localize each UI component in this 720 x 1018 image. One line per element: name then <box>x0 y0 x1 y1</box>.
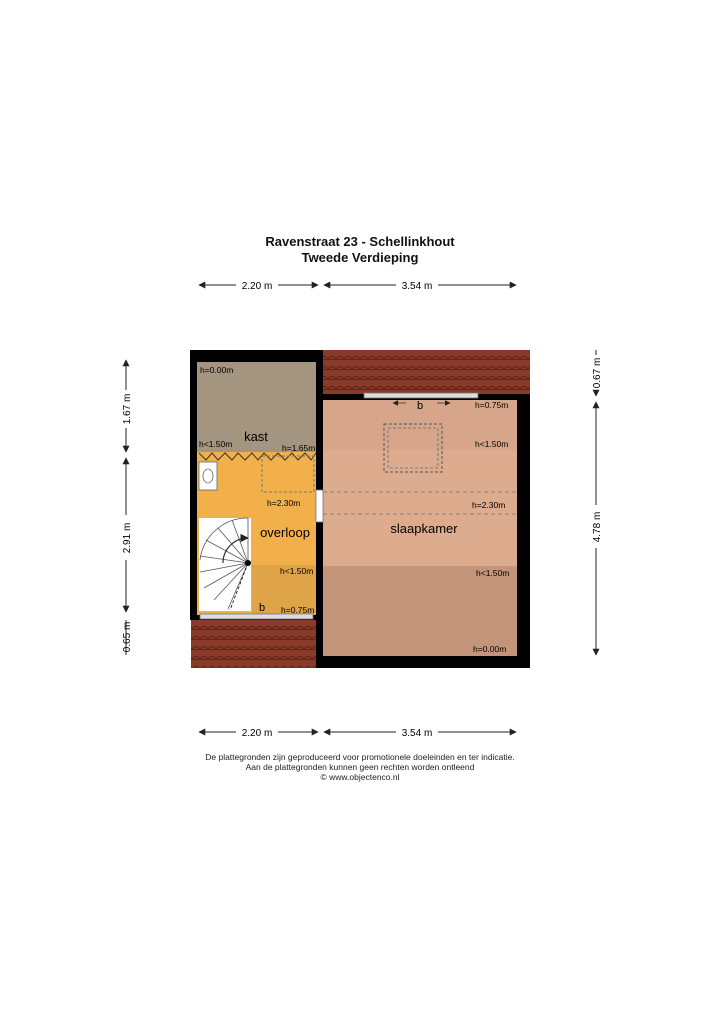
dim-top-left: 2.20 m <box>241 281 273 292</box>
dimension-right <box>592 350 603 655</box>
dimension-bottom <box>199 728 516 739</box>
roof-bottom <box>191 620 317 668</box>
height-slaap-top: h=0.75m <box>475 400 509 410</box>
footer-line-2: Aan de plattegronden kunnen geen rechten worden ontleend <box>245 762 475 772</box>
toilet-icon <box>199 462 217 490</box>
footer-line-3: © www.objectenco.nl <box>320 772 400 782</box>
height-kast-lt: h<1.50m <box>199 439 233 449</box>
svg-text:b: b <box>416 400 424 412</box>
dimension-left <box>122 360 133 655</box>
dim-left-3: 0.65 m <box>122 621 133 653</box>
roof-top <box>322 350 530 394</box>
label-kast: kast <box>244 429 268 444</box>
height-overloop-b: h=0.75m <box>281 605 315 615</box>
height-kast-mid: h=1.65m <box>282 443 316 453</box>
height-slaap-lt-bottom: h<1.50m <box>476 568 510 578</box>
staircase <box>199 518 251 611</box>
footer-line-1: De plattegronden zijn geproduceerd voor promotionele doeleinden en ter indicatie. <box>205 752 515 762</box>
marker-b-bottom: b <box>258 602 266 614</box>
height-kast-top: h=0.00m <box>200 365 234 375</box>
height-overloop: h=2.30m <box>267 498 301 508</box>
door-opening <box>316 490 323 522</box>
dimension-top <box>199 281 516 292</box>
dim-bottom-left: 2.20 m <box>241 728 273 739</box>
dim-left-1: 1.67 m <box>122 393 133 425</box>
dim-right-2: 4.78 m <box>592 511 603 543</box>
slaap-band-bottom <box>323 566 517 656</box>
window-top <box>364 393 478 398</box>
dim-bottom-right: 3.54 m <box>401 728 433 739</box>
label-slaapkamer: slaapkamer <box>390 521 458 536</box>
height-slaap-lt-top: h<1.50m <box>475 439 509 449</box>
height-slaap: h=2.30m <box>472 500 506 510</box>
dim-top-right: 3.54 m <box>401 281 433 292</box>
plan-subtitle: Tweede Verdieping <box>301 250 419 265</box>
dim-left-2: 2.91 m <box>122 522 133 554</box>
height-overloop-lt: h<1.50m <box>280 566 314 576</box>
label-overloop: overloop <box>260 525 310 540</box>
height-slaap-bottom: h=0.00m <box>473 644 507 654</box>
dim-right-1: 0.67 m <box>592 357 603 389</box>
plan-title: Ravenstraat 23 - Schellinkhout <box>265 234 455 249</box>
